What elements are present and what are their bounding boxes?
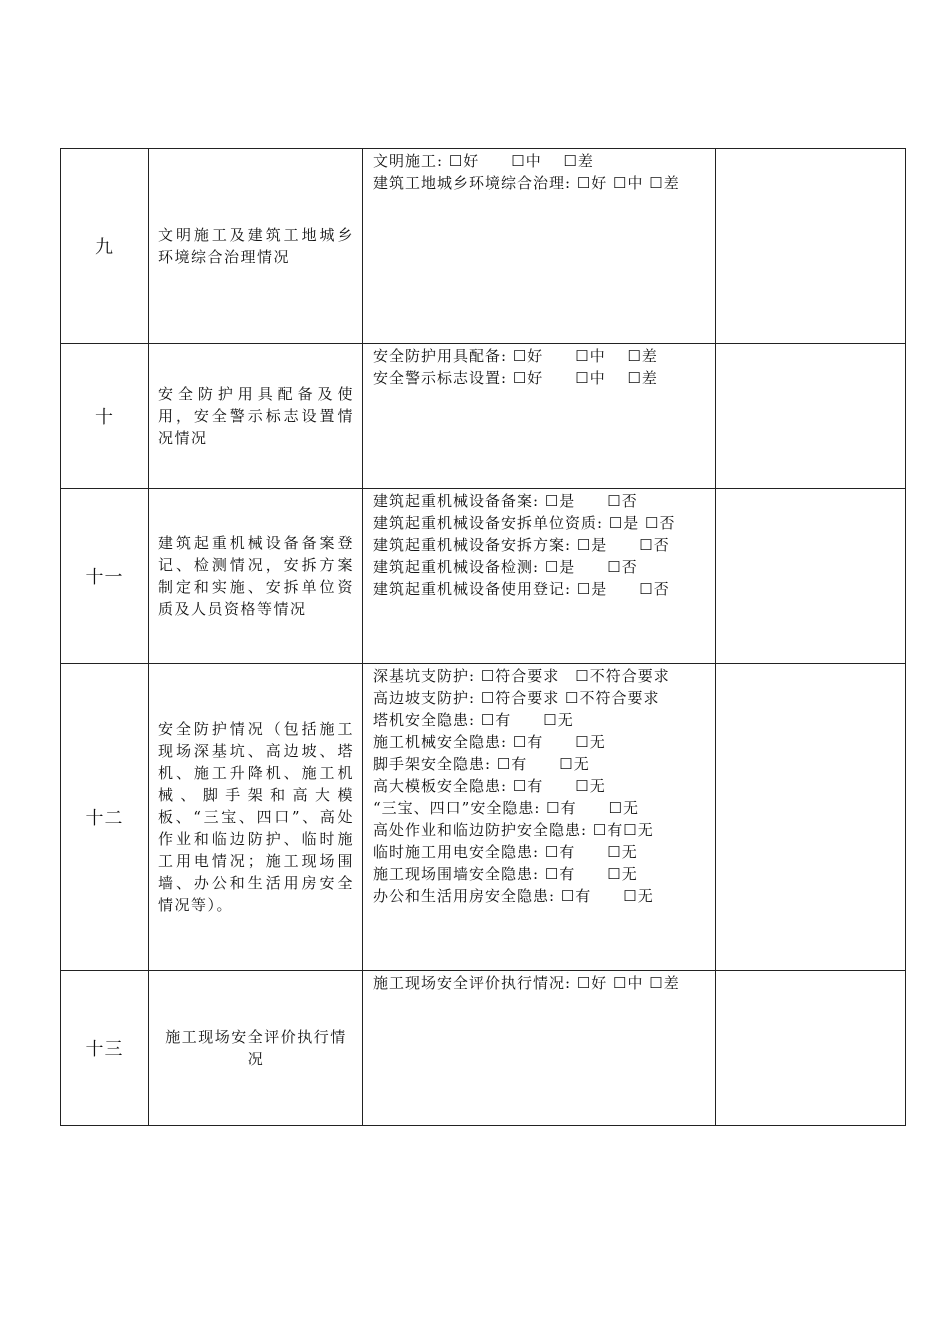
row-number: 十二 — [61, 664, 149, 971]
row-content — [363, 489, 716, 664]
content-line: 高处作业和临边防护安全隐患: ☐有☐无 — [373, 821, 654, 839]
content-line: 建筑起重机械设备备案: ☐是 ☐否 — [373, 492, 638, 510]
content-line: 建筑工地城乡环境综合治理: ☐好 ☐中 ☐差 — [373, 174, 680, 192]
table-row — [61, 971, 906, 1126]
content-line: 安全防护用具配备: ☐好 ☐中 ☐差 — [373, 347, 658, 365]
row-item: 文明施工及建筑工地城乡环境综合治理情况 — [149, 149, 363, 344]
content-line: 安全警示标志设置: ☐好 ☐中 ☐差 — [373, 369, 658, 387]
row-content — [363, 344, 716, 489]
row-content — [363, 664, 716, 971]
content-line: 深基坑支防护: ☐符合要求 ☐不符合要求 — [373, 667, 670, 685]
inspection-table — [60, 148, 906, 1126]
content-line: 塔机安全隐患: ☐有 ☐无 — [373, 711, 574, 729]
table-row — [61, 489, 906, 664]
content-line: 建筑起重机械设备检测: ☐是 ☐否 — [373, 558, 638, 576]
row-number: 九 — [61, 149, 149, 344]
remarks-cell[interactable] — [716, 971, 906, 1126]
content-line: 施工机械安全隐患: ☐有 ☐无 — [373, 733, 606, 751]
content-line: 施工现场安全评价执行情况: ☐好 ☐中 ☐差 — [373, 974, 680, 992]
row-number: 十三 — [61, 971, 149, 1126]
row-item: 安全防护用具配备及使用，安全警示标志设置情况情况 — [149, 344, 363, 489]
remarks-cell[interactable] — [716, 489, 906, 664]
content-line: 高大模板安全隐患: ☐有 ☐无 — [373, 777, 606, 795]
row-number: 十 — [61, 344, 149, 489]
row-item: 建筑起重机械设备备案登记、检测情况，安拆方案制定和实施、安拆单位资质及人员资格等情况 — [149, 489, 363, 664]
row-content — [363, 149, 716, 344]
content-line: 建筑起重机械设备安拆方案: ☐是 ☐否 — [373, 536, 670, 554]
remarks-cell[interactable] — [716, 149, 906, 344]
table-row — [61, 664, 906, 971]
remarks-cell[interactable] — [716, 664, 906, 971]
content-line: 办公和生活用房安全隐患: ☐有 ☐无 — [373, 887, 654, 905]
content-line: 施工现场围墙安全隐患: ☐有 ☐无 — [373, 865, 638, 883]
content-line: “三宝、四口”安全隐患: ☐有 ☐无 — [373, 799, 640, 817]
row-item: 安全防护情况（包括施工现场深基坑、高边坡、塔机、施工升降机、施工机械、脚手架和高大模板、“三宝、四口”、高处作业和临边防护、临时施工用电情况；施工现场围墙、办公和生活用房安全情况等）。 — [149, 664, 363, 971]
content-line: 文明施工: ☐好 ☐中 ☐差 — [373, 152, 594, 170]
row-item: 施工现场安全评价执行情况 — [149, 971, 363, 1126]
content-line: 建筑起重机械设备安拆单位资质: ☐是 ☐否 — [373, 514, 676, 532]
content-line: 脚手架安全隐患: ☐有 ☐无 — [373, 755, 590, 773]
row-number: 十一 — [61, 489, 149, 664]
content-line: 建筑起重机械设备使用登记: ☐是 ☐否 — [373, 580, 670, 598]
content-line: 高边坡支防护: ☐符合要求 ☐不符合要求 — [373, 689, 660, 707]
table-row — [61, 344, 906, 489]
remarks-cell[interactable] — [716, 344, 906, 489]
row-content — [363, 971, 716, 1126]
table-row — [61, 149, 906, 344]
content-line: 临时施工用电安全隐患: ☐有 ☐无 — [373, 843, 638, 861]
